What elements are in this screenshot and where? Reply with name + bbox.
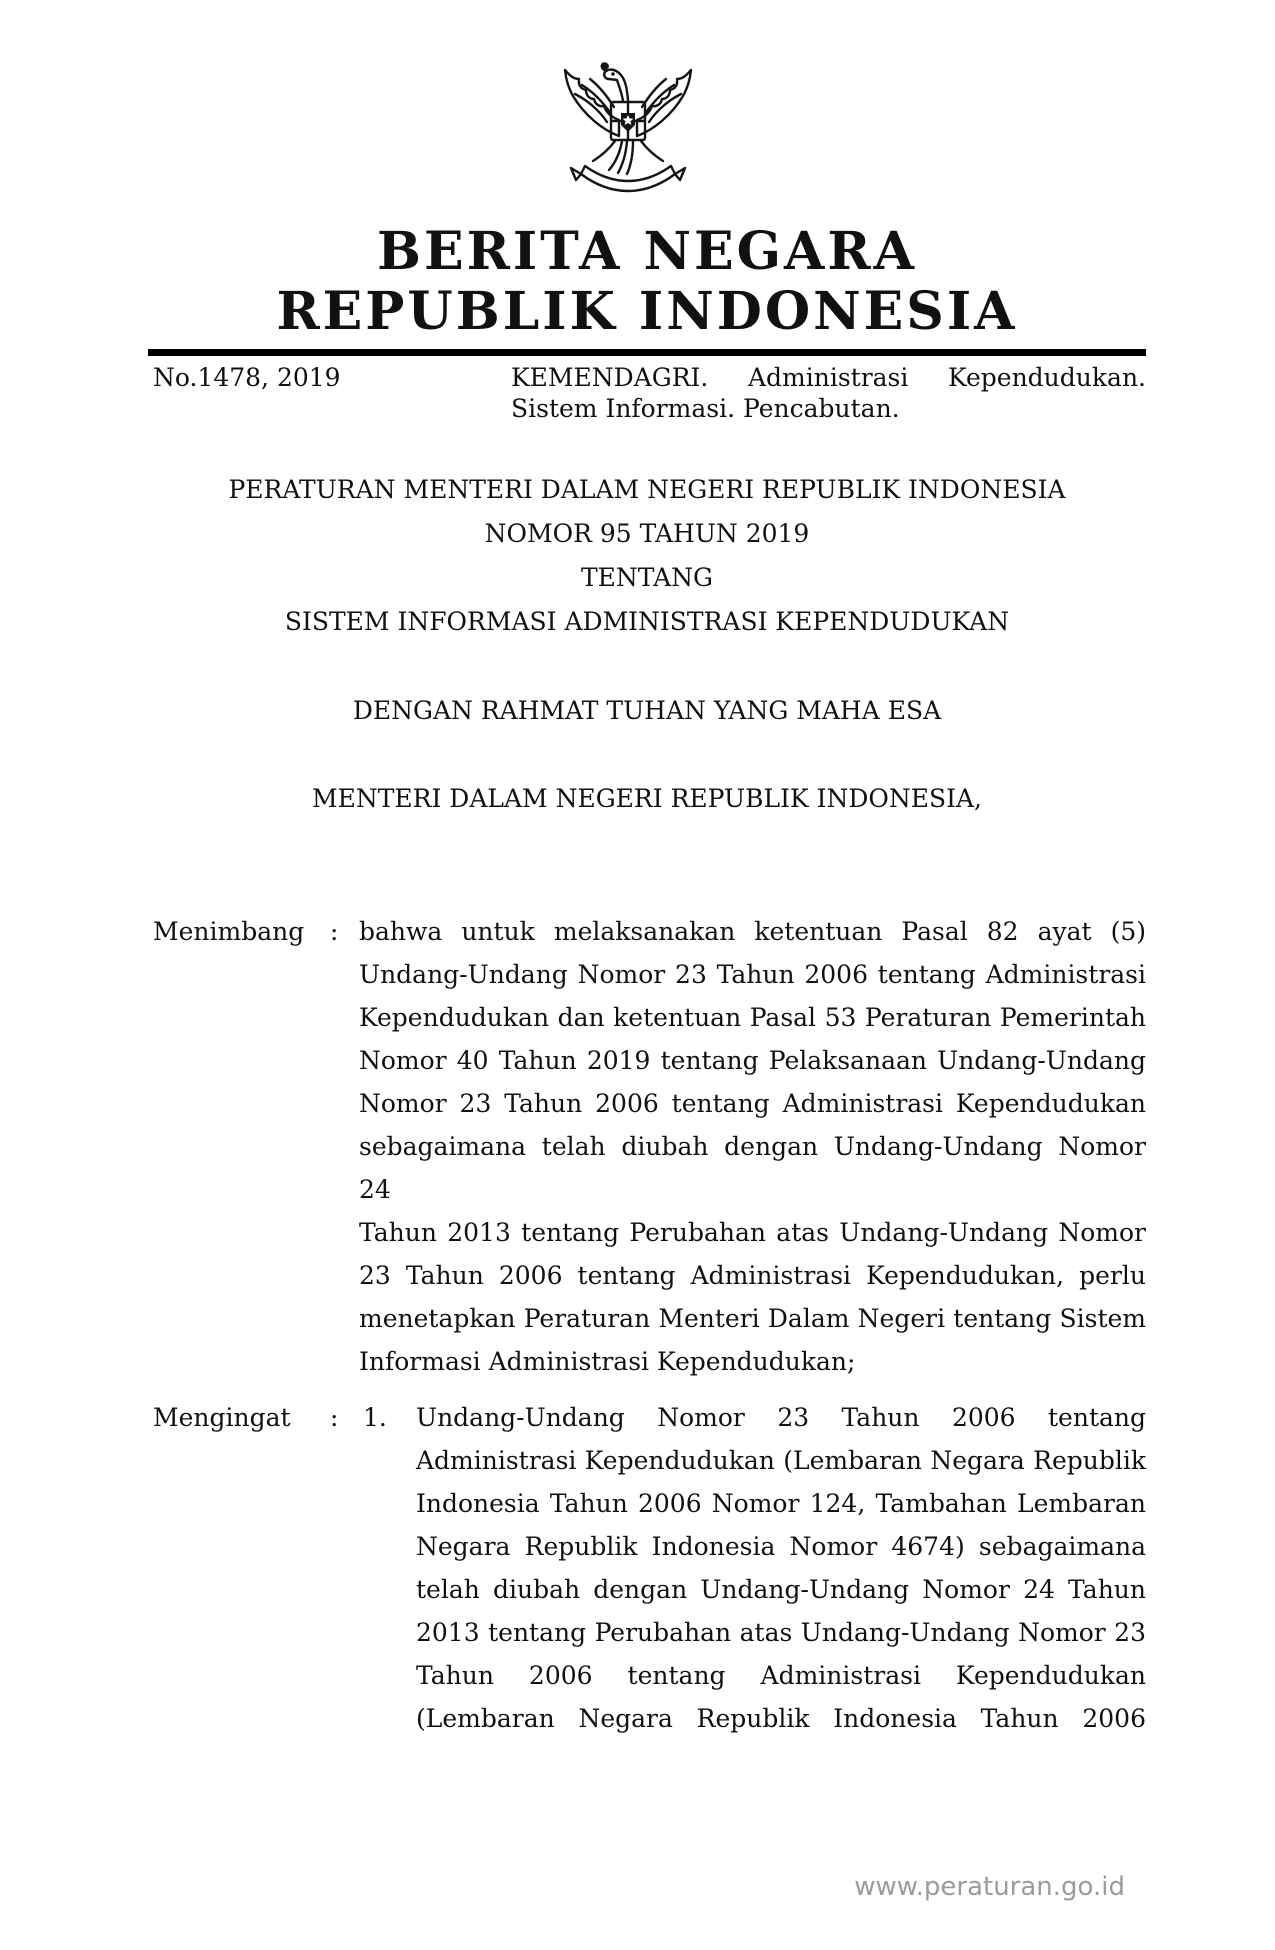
recalling-paragraph-line-1: Administrasi Kependudukan (Lembaran Negara Republik <box>416 1446 1146 1475</box>
recalling-label: Mengingat <box>153 1403 291 1432</box>
recalling-item-number: 1. <box>363 1403 387 1432</box>
considering-paragraph-line-6: Tahun 2013 tentang Perubahan atas Undang-Undang Nomor <box>359 1218 1146 1247</box>
recalling-paragraph-line-0: Undang-Undang Nomor 23 Tahun 2006 tentang <box>416 1403 1146 1432</box>
gazette-title-line-1: REPUBLIK INDONESIA <box>276 281 1018 342</box>
gazette-number: No.1478, 2019 <box>153 363 341 392</box>
considering-paragraph-line-8: menetapkan Peraturan Menteri Dalam Negeri tentang Sistem <box>359 1304 1146 1333</box>
masthead-rule <box>148 349 1146 356</box>
recalling-paragraph <box>416 1396 1146 1740</box>
regulation-title-line-3: SISTEM INFORMASI ADMINISTRASI KEPENDUDUKAN <box>284 607 1010 636</box>
regulation-title-line-0: PERATURAN MENTERI DALAM NEGERI REPUBLIK INDONESIA <box>228 475 1066 504</box>
considering-paragraph-line-7: 23 Tahun 2006 tentang Administrasi Kependudukan, perlu <box>359 1261 1146 1290</box>
gazette-title <box>148 222 1146 342</box>
regulation-title-line-2: TENTANG <box>580 563 713 592</box>
gazette-subject-line-1: Sistem Informasi. Pencabutan. <box>511 394 900 423</box>
considering-paragraph-line-5: sebagaimana telah diubah dengan Undang-Undang Nomor 24 <box>359 1132 1146 1204</box>
considering-paragraph-line-2: Kependudukan dan ketentuan Pasal 53 Peraturan Pemerintah <box>359 1003 1146 1032</box>
regulation-title-line-1: NOMOR 95 TAHUN 2019 <box>484 519 810 548</box>
gazette-subject-line-0: KEMENDAGRI. Administrasi Kependudukan. <box>511 363 1146 392</box>
invocation-line: DENGAN RAHMAT TUHAN YANG MAHA ESA <box>352 696 942 725</box>
gazette-title-line-0: BERITA NEGARA <box>377 221 917 282</box>
recalling-colon: : <box>330 1403 339 1432</box>
garuda-pancasila-icon <box>553 54 703 206</box>
considering-paragraph <box>359 910 1146 1383</box>
recalling-paragraph-line-7: (Lembaran Negara Republik Indonesia Tahun 2006 <box>416 1704 1146 1733</box>
considering-paragraph-line-1: Undang-Undang Nomor 23 Tahun 2006 tentang Administrasi <box>359 960 1146 989</box>
footer-watermark-url: www.peraturan.go.id <box>854 1872 1125 1902</box>
recalling-paragraph-line-3: Negara Republik Indonesia Nomor 4674) sebagaimana <box>416 1532 1146 1561</box>
considering-label: Menimbang <box>153 917 305 946</box>
gazette-subject <box>511 362 1146 424</box>
recalling-paragraph-line-5: 2013 tentang Perubahan atas Undang-Undang Nomor 23 <box>416 1618 1146 1647</box>
considering-paragraph-line-3: Nomor 40 Tahun 2019 tentang Pelaksanaan Undang-Undang <box>359 1046 1146 1075</box>
considering-paragraph-line-0: bahwa untuk melaksanakan ketentuan Pasal 82 ayat (5) <box>359 917 1146 946</box>
considering-colon: : <box>330 917 339 946</box>
recalling-paragraph-line-4: telah diubah dengan Undang-Undang Nomor 24 Tahun <box>416 1575 1146 1604</box>
regulation-title <box>148 468 1146 644</box>
considering-paragraph-line-9: Informasi Administrasi Kependudukan; <box>359 1347 856 1376</box>
garuda-pancasila-emblem <box>553 54 703 206</box>
considering-paragraph-line-4: Nomor 23 Tahun 2006 tentang Administrasi Kependudukan <box>359 1089 1146 1118</box>
recalling-paragraph-line-6: Tahun 2006 tentang Administrasi Kependudukan <box>416 1661 1146 1690</box>
recalling-paragraph-line-2: Indonesia Tahun 2006 Nomor 124, Tambahan Lembaran <box>416 1489 1146 1518</box>
issuer-line: MENTERI DALAM NEGERI REPUBLIK INDONESIA, <box>312 784 982 813</box>
